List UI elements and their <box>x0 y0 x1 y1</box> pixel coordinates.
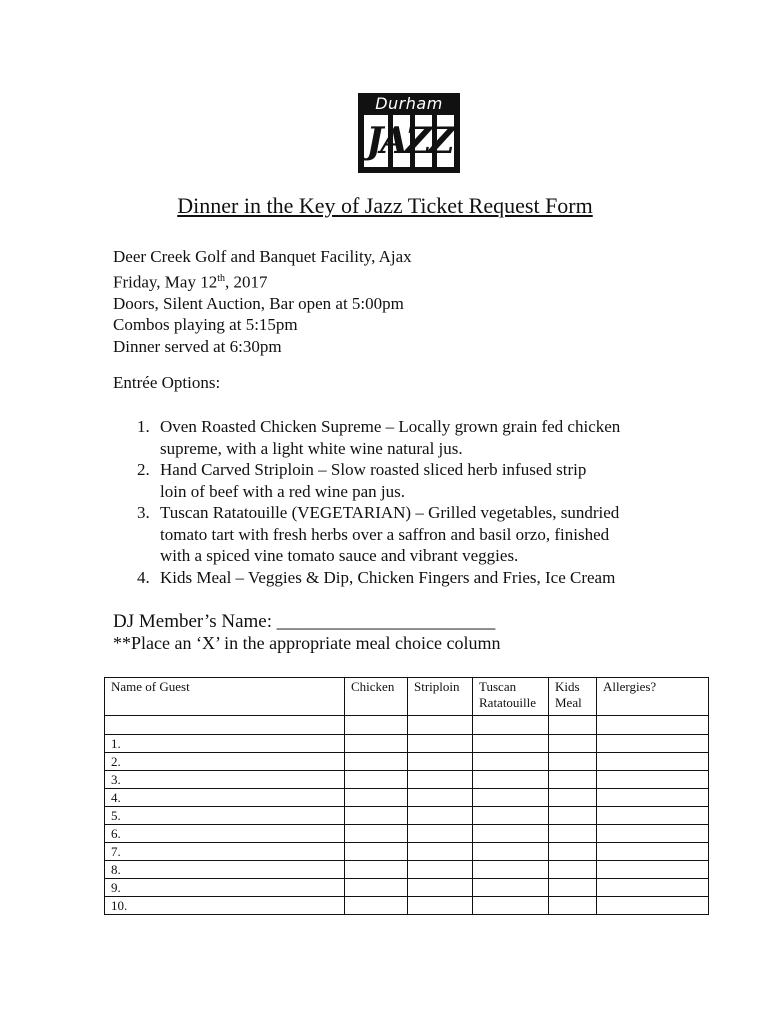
combos-line: Combos playing at 5:15pm <box>113 315 298 335</box>
table-cell <box>345 716 408 735</box>
meal-choice-instruction: **Place an ‘X’ in the appropriate meal choice column <box>113 633 501 653</box>
tuscan-cell[interactable] <box>473 807 549 825</box>
kids-meal-cell[interactable] <box>549 825 597 843</box>
tuscan-cell[interactable] <box>473 861 549 879</box>
allergies-cell[interactable] <box>597 861 709 879</box>
guest-name-cell[interactable]: 6. <box>105 825 345 843</box>
table-cell <box>473 716 549 735</box>
table-row <box>105 825 709 843</box>
table-header-row <box>105 678 709 716</box>
entree-option <box>137 567 677 589</box>
allergies-cell[interactable] <box>597 897 709 915</box>
guest-name-cell[interactable]: 1. <box>105 735 345 753</box>
table-row <box>105 771 709 789</box>
allergies-cell[interactable] <box>597 879 709 897</box>
table-row <box>105 843 709 861</box>
header-guest-name: Name of Guest <box>105 678 345 716</box>
header-allergies: Allergies? <box>597 678 709 716</box>
header-striploin: Striploin <box>408 678 473 716</box>
striploin-cell[interactable] <box>408 879 473 897</box>
allergies-cell[interactable] <box>597 771 709 789</box>
kids-meal-cell[interactable] <box>549 807 597 825</box>
table-row <box>105 807 709 825</box>
table-row <box>105 879 709 897</box>
chicken-cell[interactable] <box>345 879 408 897</box>
chicken-cell[interactable] <box>345 843 408 861</box>
logo-jazz-lettering: JAZZ <box>366 120 452 162</box>
chicken-cell[interactable] <box>345 897 408 915</box>
tuscan-cell[interactable] <box>473 771 549 789</box>
table-cell <box>408 716 473 735</box>
option-line: Oven Roasted Chicken Supreme – Locally grown grain fed chicken <box>160 417 621 436</box>
option-line: with a spiced vine tomato sauce and vibrant veggies. <box>160 546 519 565</box>
table-row <box>105 789 709 807</box>
event-info <box>113 246 412 357</box>
option-line: Kids Meal – Veggies & Dip, Chicken Fingers and Fries, Ice Cream <box>160 567 616 587</box>
venue-line: Deer Creek Golf and Banquet Facility, Ajax <box>113 247 412 266</box>
page-title: Dinner in the Key of Jazz Ticket Request Form <box>177 193 593 218</box>
header-tuscan-line2: Ratatouille <box>479 695 537 710</box>
kids-meal-cell[interactable] <box>549 897 597 915</box>
doors-line: Doors, Silent Auction, Bar open at 5:00pm <box>113 293 404 313</box>
guest-name-cell[interactable]: 5. <box>105 807 345 825</box>
durham-jazz-logo <box>358 93 460 173</box>
striploin-cell[interactable] <box>408 825 473 843</box>
chicken-cell[interactable] <box>345 807 408 825</box>
striploin-cell[interactable] <box>408 861 473 879</box>
dj-member-name-field[interactable]: DJ Member’s Name: _______________________ <box>113 611 496 632</box>
table-row <box>105 753 709 771</box>
striploin-cell[interactable] <box>408 897 473 915</box>
tuscan-cell[interactable] <box>473 843 549 861</box>
date-line <box>113 268 412 293</box>
entree-options-list <box>137 416 677 588</box>
entree-option <box>137 459 677 502</box>
option-number: 1. <box>137 417 150 436</box>
kids-meal-cell[interactable] <box>549 861 597 879</box>
striploin-cell[interactable] <box>408 735 473 753</box>
entree-option <box>137 502 677 567</box>
guest-name-cell[interactable]: 3. <box>105 771 345 789</box>
tuscan-cell[interactable] <box>473 735 549 753</box>
kids-meal-cell[interactable] <box>549 879 597 897</box>
guest-name-cell[interactable]: 2. <box>105 753 345 771</box>
option-line: Hand Carved Striploin – Slow roasted sliced herb infused strip <box>160 460 587 479</box>
chicken-cell[interactable] <box>345 825 408 843</box>
tuscan-cell[interactable] <box>473 789 549 807</box>
option-number: 4. <box>137 567 150 587</box>
header-kids-line1: Kids <box>555 679 580 694</box>
option-number: 2. <box>137 460 150 479</box>
kids-meal-cell[interactable] <box>549 735 597 753</box>
allergies-cell[interactable] <box>597 753 709 771</box>
table-cell <box>597 716 709 735</box>
table-cell <box>105 716 345 735</box>
tuscan-cell[interactable] <box>473 825 549 843</box>
allergies-cell[interactable] <box>597 735 709 753</box>
header-tuscan-ratatouille <box>473 678 549 716</box>
header-chicken: Chicken <box>345 678 408 716</box>
tuscan-cell[interactable] <box>473 753 549 771</box>
option-line: loin of beef with a red wine pan jus. <box>160 481 406 501</box>
date-ordinal: th <box>217 272 225 284</box>
logo-word: Durham <box>375 94 443 113</box>
header-kids-line2: Meal <box>555 695 582 710</box>
kids-meal-cell[interactable] <box>549 789 597 807</box>
allergies-cell[interactable] <box>597 807 709 825</box>
table-cell <box>549 716 597 735</box>
allergies-cell[interactable] <box>597 789 709 807</box>
kids-meal-cell[interactable] <box>549 753 597 771</box>
guest-name-cell[interactable]: 10. <box>105 897 345 915</box>
chicken-cell[interactable] <box>345 753 408 771</box>
chicken-cell[interactable] <box>345 771 408 789</box>
allergies-cell[interactable] <box>597 843 709 861</box>
option-line: tomato tart with fresh herbs over a saffron and basil orzo, finished <box>160 524 610 544</box>
header-kids-meal <box>549 678 597 716</box>
chicken-cell[interactable] <box>345 735 408 753</box>
striploin-cell[interactable] <box>408 843 473 861</box>
allergies-cell[interactable] <box>597 825 709 843</box>
entree-heading: Entrée Options: <box>113 373 221 392</box>
kids-meal-cell[interactable] <box>549 843 597 861</box>
striploin-cell[interactable] <box>408 789 473 807</box>
table-spacer-row <box>105 716 709 735</box>
table-row <box>105 735 709 753</box>
tuscan-cell[interactable] <box>473 879 549 897</box>
table-row <box>105 861 709 879</box>
striploin-cell[interactable] <box>408 807 473 825</box>
kids-meal-cell[interactable] <box>549 771 597 789</box>
chicken-cell[interactable] <box>345 789 408 807</box>
guest-name-cell[interactable]: 8. <box>105 861 345 879</box>
chicken-cell[interactable] <box>345 861 408 879</box>
dinner-line: Dinner served at 6:30pm <box>113 336 282 356</box>
entree-option <box>137 416 677 459</box>
guest-name-cell[interactable]: 4. <box>105 789 345 807</box>
striploin-cell[interactable] <box>408 753 473 771</box>
guest-meal-table <box>104 677 709 915</box>
guest-name-cell[interactable]: 9. <box>105 879 345 897</box>
date-prefix: Friday, May 12 <box>113 272 218 292</box>
tuscan-cell[interactable] <box>473 897 549 915</box>
option-line: supreme, with a light white wine natural jus. <box>160 438 463 458</box>
header-tuscan-line1: Tuscan <box>479 679 517 694</box>
striploin-cell[interactable] <box>408 771 473 789</box>
table-row <box>105 897 709 915</box>
guest-name-cell[interactable]: 7. <box>105 843 345 861</box>
option-number: 3. <box>137 503 150 522</box>
date-suffix: , 2017 <box>224 272 268 292</box>
option-line: Tuscan Ratatouille (VEGETARIAN) – Grilled vegetables, sundried <box>160 503 620 522</box>
